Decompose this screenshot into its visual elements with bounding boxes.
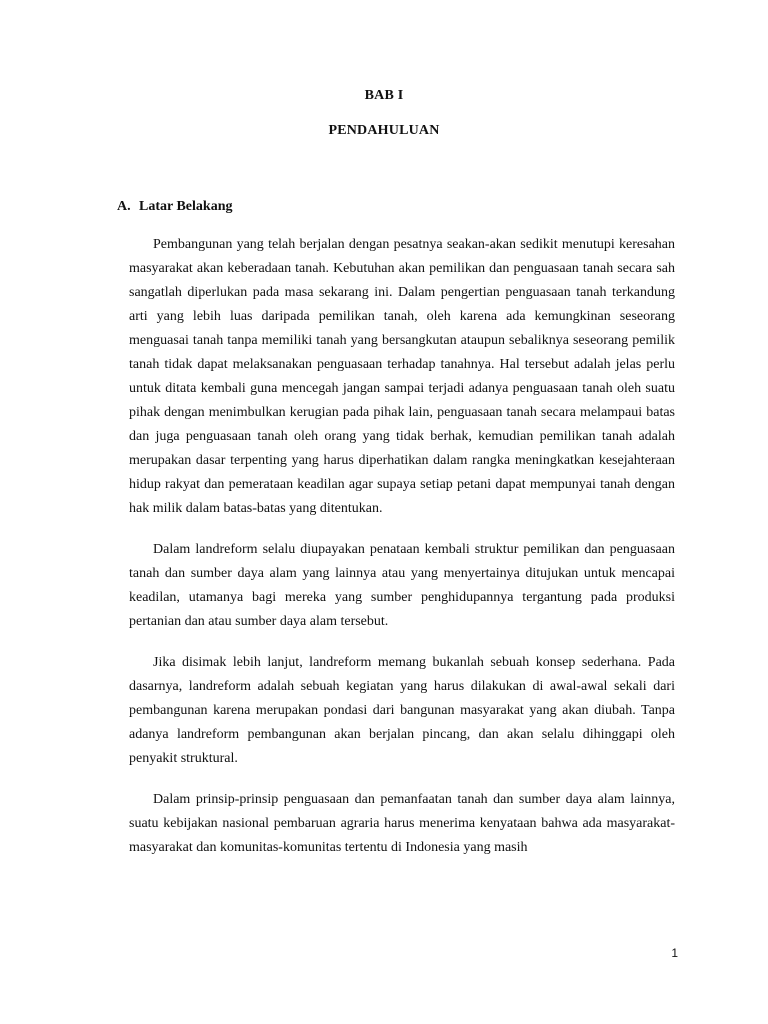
- page-number: 1: [671, 946, 678, 960]
- section-heading: [117, 199, 232, 215]
- chapter-title: PENDAHULUAN: [328, 123, 440, 138]
- section-letter: A.: [117, 199, 131, 214]
- paragraph: Jika disimak lebih lanjut, landreform memang bukanlah sebuah konsep sederhana. Pada dasarnya, landreform adalah sebuah kegiatan yang harus dilakukan di awal-awal sekali dari pembangunan karena merupakan pondasi dari bangunan masyarakat yang akan diubah. Tanpa adanya landreform pembangunan akan berjalan pincang, dan akan selalu dihinggapi oleh penyakit struktural.: [129, 655, 675, 766]
- body-text: [129, 233, 675, 877]
- chapter-number: BAB I: [364, 88, 404, 103]
- paragraph: Pembangunan yang telah berjalan dengan pesatnya seakan-akan sedikit menutupi keresahan masyarakat akan keberadaan tanah. Kebutuhan akan pemilikan dan penguasaan tanah secara sah sangatlah diperlukan pada masa sekarang ini. Dalam pengertian penguasaan tanah terkandung arti yang lebih luas daripada pemilikan tanah, oleh karena ada kemungkinan seseorang menguasai tanah tanpa memiliki tanah yang bersangkutan ataupun sebaliknya seseorang pemilik tanah tidak dapat melaksanakan penguasaan terhadap tanahnya. Hal tersebut adalah jelas perlu untuk ditata kembali guna mencegah jangan sampai terjadi adanya penguasaan tanah oleh suatu pihak dengan menimbulkan kerugian pada pihak lain, penguasaan tanah secara melampaui batas dan juga penguasaan tanah oleh orang yang tidak berhak, kemudian pemilikan tanah adalah merupakan dasar terpenting yang harus diperhatikan dalam rangka meningkatkan kesejahteraan hidup rakyat dan pemerataan keadilan agar supaya setiap petani dapat mempunyai tanah dengan hak milik dalam batas-batas yang ditentukan.: [129, 237, 675, 516]
- section-title: Latar Belakang: [139, 199, 233, 214]
- paragraph: Dalam landreform selalu diupayakan penataan kembali struktur pemilikan dan penguasaan tanah dan sumber daya alam yang lainnya atau yang menyertainya ditujukan untuk mencapai keadilan, utamanya bagi mereka yang sumber penghidupannya tergantung pada produksi pertanian dan atau sumber daya alam tersebut.: [129, 542, 675, 629]
- paragraph: Dalam prinsip-prinsip penguasaan dan pemanfaatan tanah dan sumber daya alam lainnya, suatu kebijakan nasional pembaruan agraria harus menerima kenyataan bahwa ada masyarakat-masyarakat dan komunitas-komunitas tertentu di Indonesia yang masih: [129, 792, 675, 855]
